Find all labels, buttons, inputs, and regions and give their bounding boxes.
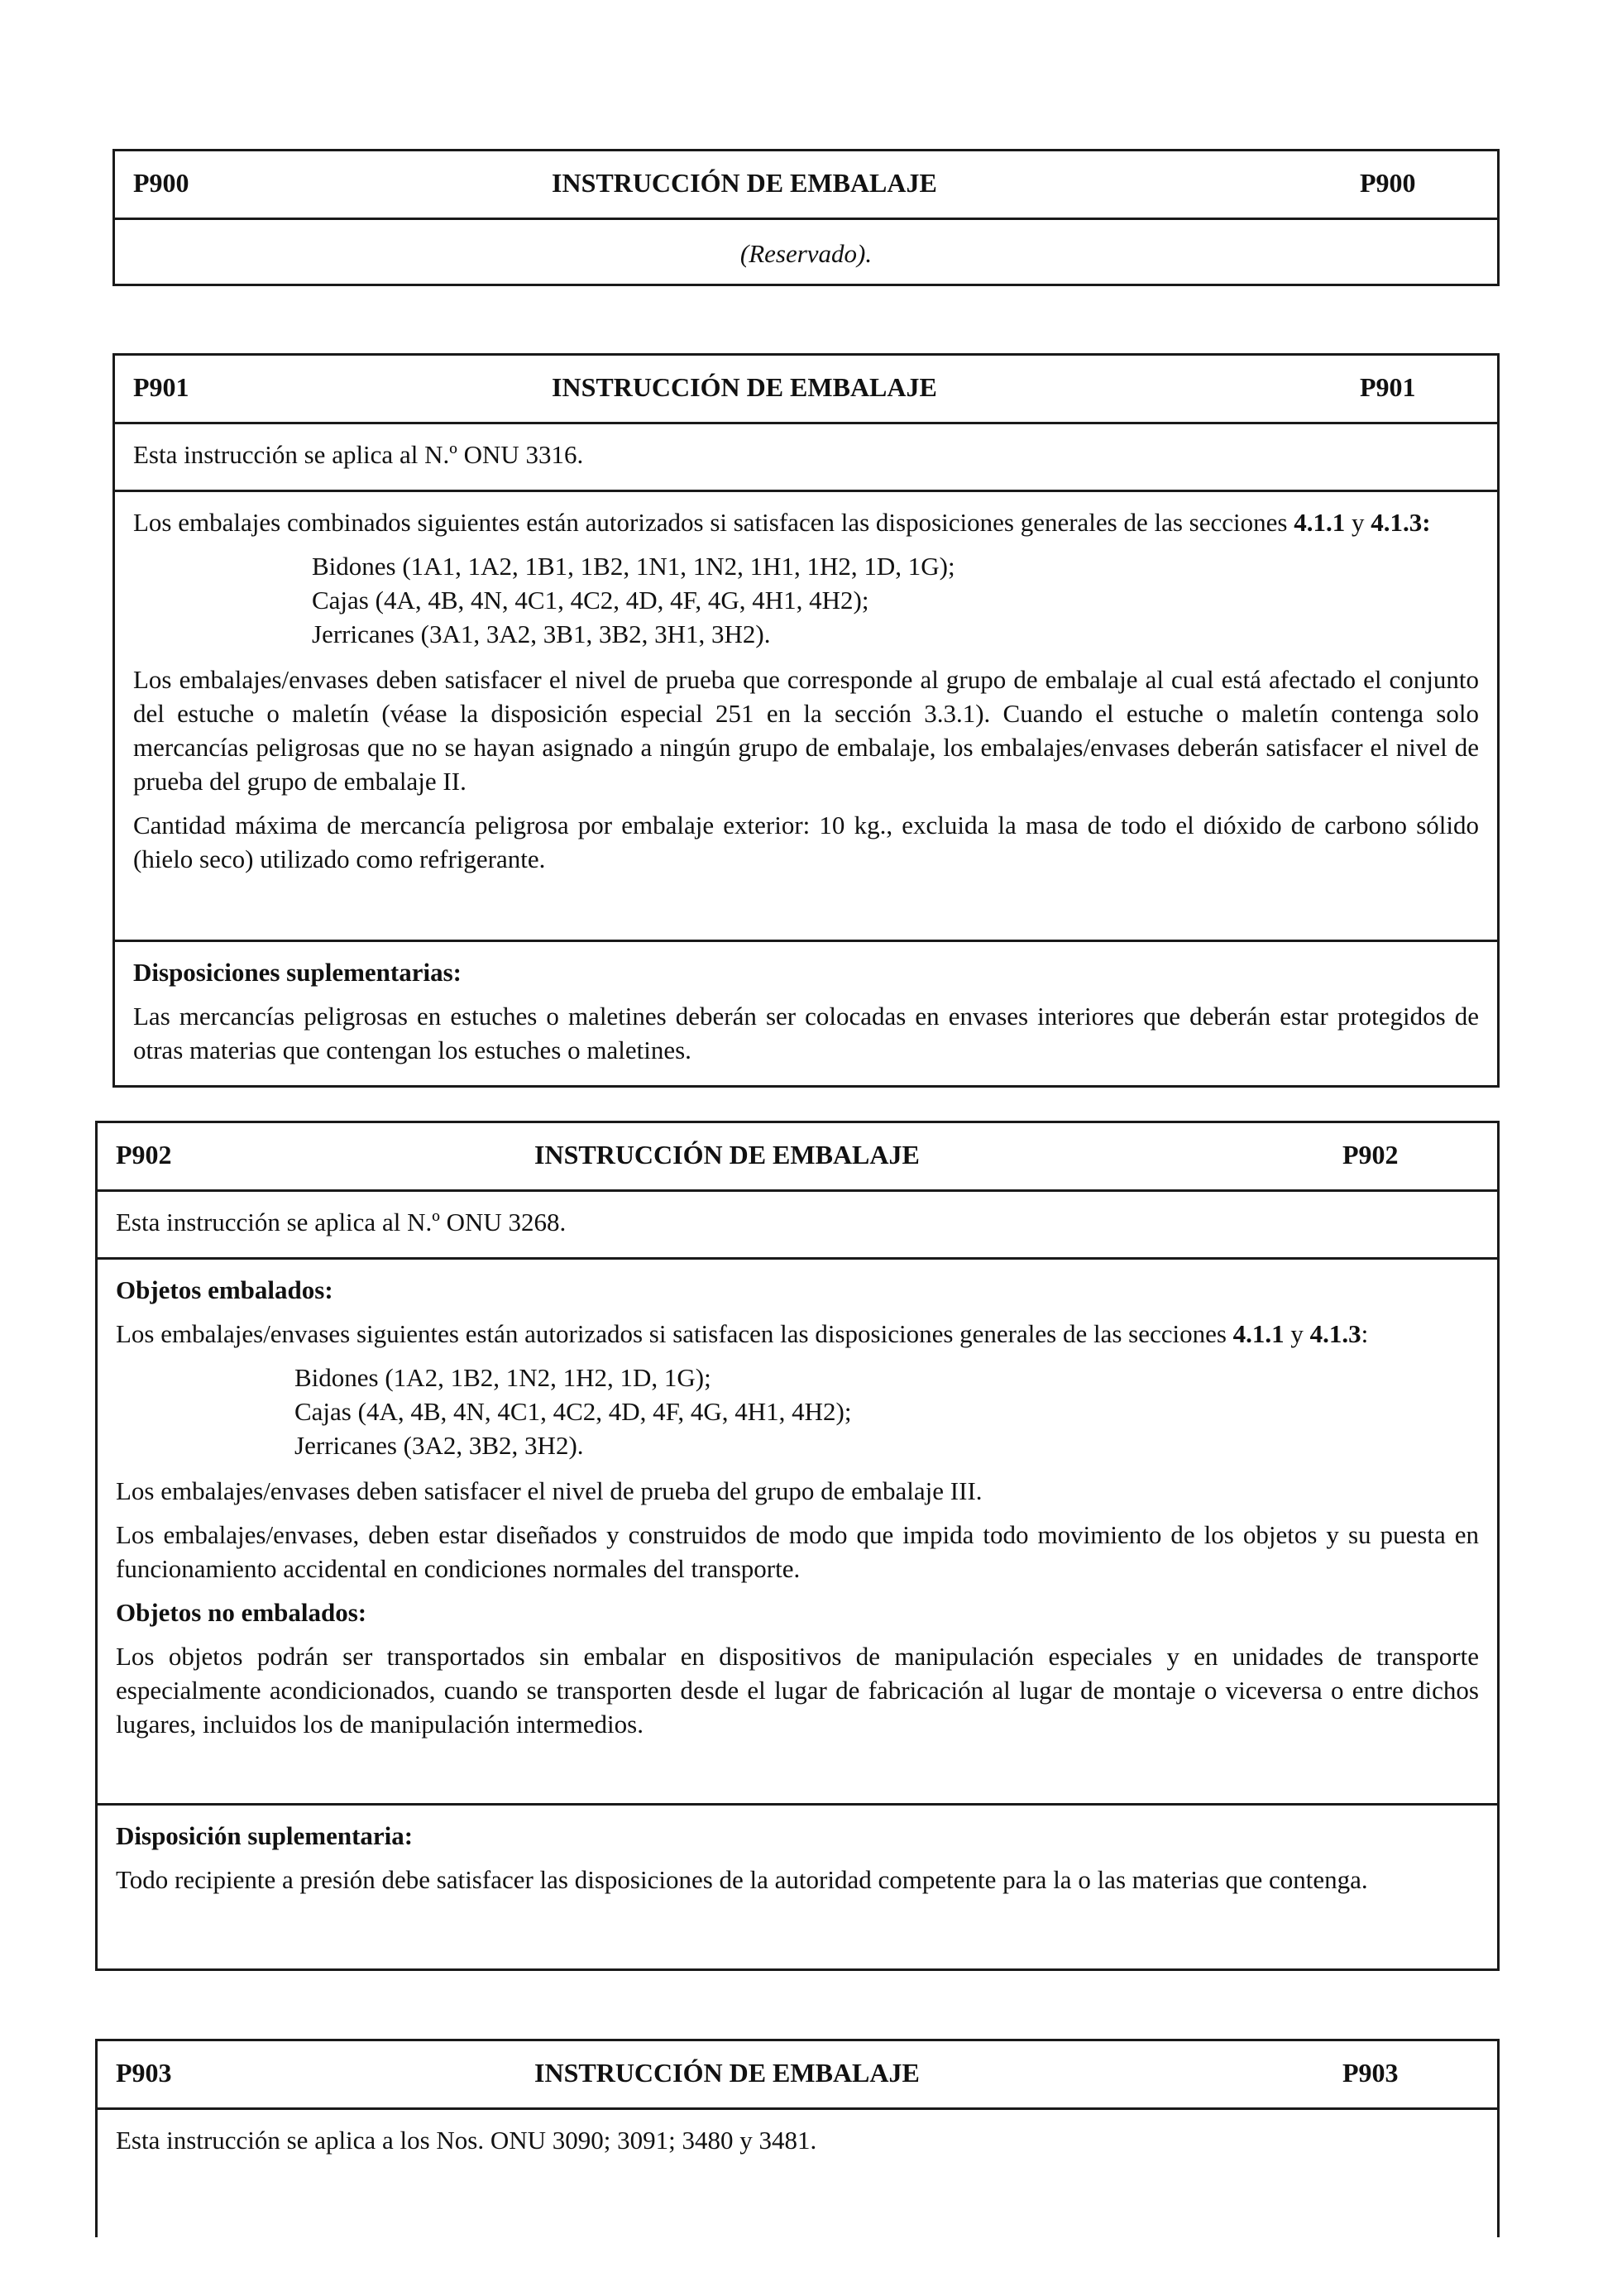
- p902-title: INSTRUCCIÓN DE EMBALAJE: [534, 1140, 920, 1170]
- p902-para1: Los embalajes/envases deben satisfacer el nivel de prueba del grupo de embalaje III.: [116, 1476, 983, 1505]
- p902-table: [95, 1121, 1500, 1971]
- p902-code-left: P902: [116, 1140, 172, 1170]
- p901-para2: Cantidad máxima de mercancía peligrosa por embalaje exterior: 10 kg., excluida la masa de todo el dióxido de carbono sólido (hielo seco) utilizado como refrigerante.: [133, 811, 1479, 873]
- p900-title: INSTRUCCIÓN DE EMBALAJE: [552, 168, 937, 198]
- p900-reserved: (Reservado).: [115, 218, 1497, 282]
- list-item: Bidones (1A1, 1A2, 1B1, 1B2, 1N1, 1N2, 1H1, 1H2, 1D, 1G);: [312, 552, 955, 581]
- p901-intro: Los embalajes combinados siguientes están autorizados si satisfacen las disposiciones generales de las secciones 4.1.1 y 4.1.3:: [133, 508, 1431, 537]
- p903-code-right: P903: [1342, 2058, 1399, 2088]
- list-item: Jerricanes (3A2, 3B2, 3H2).: [294, 1431, 584, 1460]
- p900-code-right: P900: [1360, 168, 1416, 198]
- p901-supp-text: Las mercancías peligrosas en estuches o maletines deberán ser colocadas en envases interiores que deberán estar protegidos de otras materias que contengan los estuches o maletines.: [133, 1002, 1479, 1064]
- p901-list: [133, 549, 1479, 651]
- p903-header: [98, 2041, 1497, 2107]
- p901-header: [115, 356, 1497, 422]
- p902-unpacked-text: Los objetos podrán ser transportados sin embalar en dispositivos de manipulación especiales y en unidades de transporte especialmente acondicionados, cuando se transporten desde el lugar de fabricación al lugar de montaje o viceversa o entre dichos lugares, incluidos los de manipulación intermedios.: [116, 1642, 1479, 1739]
- p901-supp-heading: Disposiciones suplementarias:: [133, 958, 462, 987]
- p900-code-left: P900: [133, 168, 189, 198]
- p902-para2: Los embalajes/envases, deben estar diseñados y construidos de modo que impida todo movimiento de los objetos y su puesta en funcionamiento accidental en condiciones normales del transporte.: [116, 1520, 1479, 1583]
- p901-sec-b: 4.1.3:: [1371, 508, 1431, 537]
- p900-header: [115, 151, 1497, 218]
- p902-code-right: P902: [1342, 1140, 1399, 1170]
- p901-code-right: P901: [1360, 372, 1416, 402]
- list-item: Cajas (4A, 4B, 4N, 4C1, 4C2, 4D, 4F, 4G, 4H1, 4H2);: [294, 1397, 852, 1426]
- p901-main: [115, 490, 1497, 940]
- p902-supp-heading: Disposición suplementaria:: [116, 1821, 414, 1850]
- p902-unpacked-heading: Objetos no embalados:: [116, 1598, 367, 1627]
- p902-main: [98, 1257, 1497, 1803]
- p903-applies: Esta instrucción se aplica a los Nos. ONU 3090; 3091; 3480 y 3481.: [98, 2107, 1497, 2169]
- p903-title: INSTRUCCIÓN DE EMBALAJE: [534, 2058, 920, 2088]
- list-item: Cajas (4A, 4B, 4N, 4C1, 4C2, 4D, 4F, 4G, 4H1, 4H2);: [312, 586, 869, 615]
- p901-para1: Los embalajes/envases deben satisfacer el nivel de prueba que corresponde al grupo de embalaje al cual está afectado el conjunto del estuche o maletín (véase la disposición especial 251 en la sección 3.3.1). Cuando el estuche o maletín contenga solo mercancías peligrosas que no se hayan asignado a ningún grupo de embalaje, los embalajes/envases deberán satisfacer el nivel de prueba del grupo de embalaje II.: [133, 665, 1479, 796]
- p903-code-left: P903: [116, 2058, 172, 2088]
- p902-sec-a: 4.1.1: [1232, 1319, 1285, 1348]
- list-item: Bidones (1A2, 1B2, 1N2, 1H2, 1D, 1G);: [294, 1363, 711, 1392]
- p902-supplementary: [98, 1803, 1497, 1908]
- p901-table: [112, 353, 1500, 1088]
- p902-list: [116, 1361, 1479, 1462]
- p902-packed-heading: Objetos embalados:: [116, 1275, 333, 1304]
- p902-intro: Los embalajes/envases siguientes están autorizados si satisfacen las disposiciones generales de las secciones 4.1.1 y 4.1.3:: [116, 1319, 1369, 1348]
- p901-sec-a: 4.1.1: [1294, 508, 1346, 537]
- p902-header: [98, 1123, 1497, 1189]
- p902-sec-b: 4.1.3: [1309, 1319, 1361, 1348]
- p903-table: [95, 2039, 1500, 2237]
- p901-supplementary: [115, 940, 1497, 1079]
- p902-applies: Esta instrucción se aplica al N.º ONU 3268.: [98, 1189, 1497, 1257]
- p901-applies: Esta instrucción se aplica al N.º ONU 3316.: [115, 422, 1497, 490]
- p901-title: INSTRUCCIÓN DE EMBALAJE: [552, 372, 937, 402]
- list-item: Jerricanes (3A1, 3A2, 3B1, 3B2, 3H1, 3H2).: [312, 619, 771, 648]
- p902-supp-text: Todo recipiente a presión debe satisfacer las disposiciones de la autoridad competente para la o las materias que contenga.: [116, 1865, 1368, 1894]
- p900-table: [112, 149, 1500, 286]
- p901-code-left: P901: [133, 372, 189, 402]
